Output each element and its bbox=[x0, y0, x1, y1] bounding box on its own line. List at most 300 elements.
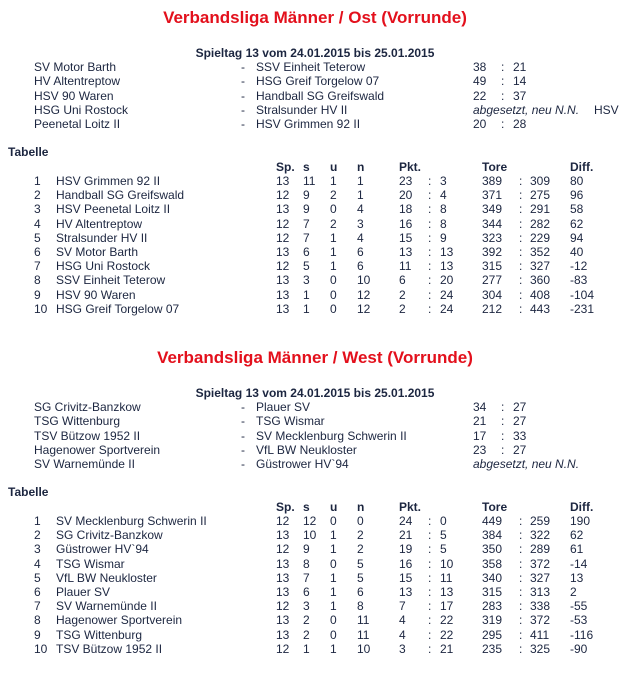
draws: 2 bbox=[330, 216, 337, 231]
goals-plus: 371 bbox=[482, 188, 503, 203]
losses: 10 bbox=[357, 273, 371, 288]
games-played: 12 bbox=[276, 542, 290, 557]
draws: 1 bbox=[330, 570, 337, 585]
draws: 1 bbox=[330, 230, 337, 245]
team-name: Güstrower HV`94 bbox=[56, 542, 149, 557]
team-name: TSV Bützow 1952 II bbox=[56, 641, 163, 656]
match-separator: - bbox=[241, 88, 245, 103]
goal-diff: 62 bbox=[570, 528, 584, 543]
points-colon: : bbox=[428, 528, 432, 543]
points-minus: 17 bbox=[440, 599, 454, 614]
home-team: SV Motor Barth bbox=[34, 60, 117, 74]
losses: 2 bbox=[357, 542, 364, 557]
team-name: SV Warnemünde II bbox=[56, 599, 157, 614]
losses: 10 bbox=[357, 641, 371, 656]
wins: 2 bbox=[303, 613, 310, 628]
score-home: 22 bbox=[473, 88, 487, 103]
rank: 1 bbox=[34, 174, 41, 188]
score-away: 27 bbox=[513, 442, 527, 457]
away-team: Güstrower HV`94 bbox=[256, 457, 349, 472]
points-plus: 3 bbox=[399, 641, 406, 656]
wins: 3 bbox=[303, 273, 310, 288]
match-note: abgesetzt, neu N.N. bbox=[473, 457, 580, 472]
points-minus: 24 bbox=[440, 287, 454, 302]
wins: 9 bbox=[303, 202, 310, 217]
rank: 7 bbox=[34, 259, 41, 274]
points-plus: 20 bbox=[399, 188, 413, 203]
away-team: VfL BW Neukloster bbox=[256, 442, 357, 457]
away-team: Stralsunder HV II bbox=[256, 102, 348, 117]
match-note-extra: HSV bbox=[594, 102, 619, 117]
team-name: SV Motor Barth bbox=[56, 245, 139, 259]
goals-colon: : bbox=[519, 599, 523, 614]
draws: 1 bbox=[330, 599, 337, 614]
match-separator: - bbox=[241, 414, 245, 429]
away-team: TSG Wismar bbox=[256, 414, 325, 429]
goal-diff: 80 bbox=[570, 174, 584, 188]
goals-minus: 327 bbox=[530, 570, 551, 585]
points-minus: 13 bbox=[440, 585, 454, 599]
losses: 11 bbox=[357, 627, 370, 642]
rank: 3 bbox=[34, 542, 41, 557]
home-team: HV Altentreptow bbox=[34, 74, 121, 89]
team-name: VfL BW Neukloster bbox=[56, 570, 157, 585]
wins: 5 bbox=[303, 259, 310, 274]
wins: 3 bbox=[303, 599, 310, 614]
score-colon: : bbox=[501, 60, 505, 74]
goals-plus: 283 bbox=[482, 599, 503, 614]
draws: 0 bbox=[330, 627, 337, 642]
losses: 4 bbox=[357, 202, 364, 217]
wins: 7 bbox=[303, 230, 310, 245]
rank: 2 bbox=[34, 188, 41, 203]
losses: 2 bbox=[357, 528, 364, 543]
goal-diff: -14 bbox=[570, 556, 588, 571]
team-name: HSV Peenetal Loitz II bbox=[56, 202, 171, 217]
score-home: 49 bbox=[473, 74, 487, 89]
goals-minus: 325 bbox=[530, 641, 551, 656]
points-colon: : bbox=[428, 188, 432, 203]
goals-plus: 235 bbox=[482, 641, 503, 656]
score-away: 33 bbox=[513, 428, 527, 443]
losses: 0 bbox=[357, 514, 364, 528]
goals-plus: 315 bbox=[482, 259, 503, 274]
goals-colon: : bbox=[519, 570, 523, 585]
points-plus: 18 bbox=[399, 202, 413, 217]
away-team: SV Mecklenburg Schwerin II bbox=[256, 428, 407, 443]
points-minus: 8 bbox=[440, 216, 447, 231]
away-team: HSV Grimmen 92 II bbox=[256, 117, 361, 132]
points-colon: : bbox=[428, 174, 432, 188]
header-diff: Diff. bbox=[570, 500, 594, 514]
goals-plus: 349 bbox=[482, 202, 503, 217]
goals-minus: 313 bbox=[530, 585, 551, 599]
rank: 5 bbox=[34, 230, 41, 245]
home-team: SV Warnemünde II bbox=[34, 457, 135, 472]
points-minus: 0 bbox=[440, 514, 447, 528]
points-minus: 11 bbox=[440, 570, 453, 585]
goal-diff: -116 bbox=[570, 627, 594, 642]
losses: 12 bbox=[357, 287, 371, 302]
wins: 7 bbox=[303, 216, 310, 231]
goals-colon: : bbox=[519, 556, 523, 571]
games-played: 13 bbox=[276, 301, 290, 316]
games-played: 13 bbox=[276, 585, 290, 599]
goal-diff: -12 bbox=[570, 259, 588, 274]
games-played: 13 bbox=[276, 245, 290, 259]
points-plus: 2 bbox=[399, 287, 406, 302]
wins: 11 bbox=[303, 174, 316, 188]
points-colon: : bbox=[428, 599, 432, 614]
points-minus: 5 bbox=[440, 542, 447, 557]
goals-minus: 372 bbox=[530, 613, 551, 628]
goals-plus: 340 bbox=[482, 570, 503, 585]
games-played: 12 bbox=[276, 216, 290, 231]
points-minus: 24 bbox=[440, 301, 454, 316]
home-team: Peenetal Loitz II bbox=[34, 117, 121, 132]
away-team: HSG Greif Torgelow 07 bbox=[256, 74, 380, 89]
header-pkt: Pkt. bbox=[399, 500, 422, 514]
header-s: s bbox=[303, 500, 310, 514]
team-name: Hagenower Sportverein bbox=[56, 613, 183, 628]
spieltag-heading: Spieltag 13 vom 24.01.2015 bis 25.01.2015 bbox=[195, 46, 435, 60]
points-minus: 10 bbox=[440, 556, 454, 571]
team-name: HSV Grimmen 92 II bbox=[56, 174, 161, 188]
draws: 1 bbox=[330, 542, 337, 557]
points-plus: 6 bbox=[399, 273, 406, 288]
rank: 4 bbox=[34, 556, 41, 571]
games-played: 12 bbox=[276, 230, 290, 245]
points-plus: 13 bbox=[399, 245, 413, 259]
games-played: 12 bbox=[276, 188, 290, 203]
goals-minus: 309 bbox=[530, 174, 551, 188]
points-colon: : bbox=[428, 570, 432, 585]
match-separator: - bbox=[241, 117, 245, 132]
goals-minus: 322 bbox=[530, 528, 551, 543]
rank: 8 bbox=[34, 273, 41, 288]
team-name: Plauer SV bbox=[56, 585, 111, 599]
goals-colon: : bbox=[519, 613, 523, 628]
draws: 1 bbox=[330, 174, 337, 188]
goals-minus: 352 bbox=[530, 245, 551, 259]
points-plus: 16 bbox=[399, 216, 413, 231]
points-plus: 13 bbox=[399, 585, 413, 599]
team-name: SG Crivitz-Banzkow bbox=[56, 528, 163, 543]
points-colon: : bbox=[428, 514, 432, 528]
goals-plus: 358 bbox=[482, 556, 503, 571]
away-team: SSV Einheit Teterow bbox=[256, 60, 366, 74]
goals-plus: 315 bbox=[482, 585, 503, 599]
rank: 10 bbox=[34, 641, 48, 656]
draws: 0 bbox=[330, 273, 337, 288]
goals-minus: 275 bbox=[530, 188, 551, 203]
points-minus: 13 bbox=[440, 245, 454, 259]
score-colon: : bbox=[501, 414, 505, 429]
losses: 6 bbox=[357, 245, 364, 259]
header-u: u bbox=[330, 160, 338, 174]
draws: 2 bbox=[330, 188, 337, 203]
goal-diff: 190 bbox=[570, 514, 591, 528]
goal-diff: 94 bbox=[570, 230, 584, 245]
points-colon: : bbox=[428, 273, 432, 288]
goals-colon: : bbox=[519, 585, 523, 599]
score-home: 20 bbox=[473, 117, 487, 132]
score-home: 23 bbox=[473, 442, 487, 457]
score-home: 34 bbox=[473, 400, 487, 414]
draws: 0 bbox=[330, 613, 337, 628]
goals-minus: 282 bbox=[530, 216, 551, 231]
games-played: 12 bbox=[276, 641, 290, 656]
team-name: HSG Greif Torgelow 07 bbox=[56, 301, 180, 316]
wins: 1 bbox=[303, 287, 310, 302]
games-played: 13 bbox=[276, 174, 290, 188]
draws: 0 bbox=[330, 514, 337, 528]
goals-colon: : bbox=[519, 259, 523, 274]
draws: 1 bbox=[330, 641, 337, 656]
points-plus: 24 bbox=[399, 514, 413, 528]
home-team: SG Crivitz-Banzkow bbox=[34, 400, 141, 414]
rank: 9 bbox=[34, 627, 41, 642]
header-sp: Sp. bbox=[276, 500, 295, 514]
rank: 6 bbox=[34, 585, 41, 599]
points-minus: 21 bbox=[440, 641, 454, 656]
draws: 0 bbox=[330, 202, 337, 217]
rank: 3 bbox=[34, 202, 41, 217]
rank: 9 bbox=[34, 287, 41, 302]
draws: 0 bbox=[330, 287, 337, 302]
draws: 0 bbox=[330, 301, 337, 316]
goals-minus: 360 bbox=[530, 273, 551, 288]
points-colon: : bbox=[428, 585, 432, 599]
goals-plus: 350 bbox=[482, 542, 503, 557]
team-name: HSV 90 Waren bbox=[56, 287, 136, 302]
score-colon: : bbox=[501, 428, 505, 443]
games-played: 13 bbox=[276, 627, 290, 642]
draws: 1 bbox=[330, 259, 337, 274]
team-name: SSV Einheit Teterow bbox=[56, 273, 166, 288]
draws: 1 bbox=[330, 528, 337, 543]
games-played: 12 bbox=[276, 599, 290, 614]
goals-colon: : bbox=[519, 273, 523, 288]
points-plus: 4 bbox=[399, 613, 406, 628]
goals-colon: : bbox=[519, 528, 523, 543]
points-minus: 8 bbox=[440, 202, 447, 217]
goals-colon: : bbox=[519, 287, 523, 302]
goals-colon: : bbox=[519, 216, 523, 231]
losses: 1 bbox=[357, 174, 364, 188]
goal-diff: -53 bbox=[570, 613, 588, 628]
points-minus: 5 bbox=[440, 528, 447, 543]
goals-colon: : bbox=[519, 230, 523, 245]
wins: 9 bbox=[303, 188, 310, 203]
home-team: HSV 90 Waren bbox=[34, 88, 114, 103]
points-minus: 4 bbox=[440, 188, 447, 203]
games-played: 13 bbox=[276, 556, 290, 571]
games-played: 13 bbox=[276, 287, 290, 302]
score-away: 27 bbox=[513, 400, 527, 414]
wins: 7 bbox=[303, 570, 310, 585]
points-plus: 15 bbox=[399, 230, 413, 245]
wins: 6 bbox=[303, 245, 310, 259]
wins: 10 bbox=[303, 528, 317, 543]
away-team: Handball SG Greifswald bbox=[256, 88, 385, 103]
goal-diff: 13 bbox=[570, 570, 584, 585]
goals-plus: 295 bbox=[482, 627, 503, 642]
match-separator: - bbox=[241, 428, 245, 443]
goals-colon: : bbox=[519, 188, 523, 203]
rank: 10 bbox=[34, 301, 48, 316]
goals-minus: 289 bbox=[530, 542, 551, 557]
header-tore: Tore bbox=[482, 160, 508, 174]
team-name: HV Altentreptow bbox=[56, 216, 143, 231]
points-colon: : bbox=[428, 556, 432, 571]
draws: 0 bbox=[330, 556, 337, 571]
points-minus: 20 bbox=[440, 273, 454, 288]
games-played: 13 bbox=[276, 528, 290, 543]
goals-plus: 389 bbox=[482, 174, 503, 188]
points-minus: 22 bbox=[440, 613, 454, 628]
section-title: Verbandsliga Männer / Ost (Vorrunde) bbox=[163, 8, 467, 27]
games-played: 13 bbox=[276, 613, 290, 628]
points-colon: : bbox=[428, 613, 432, 628]
goals-minus: 443 bbox=[530, 301, 551, 316]
goals-plus: 304 bbox=[482, 287, 503, 302]
goals-minus: 408 bbox=[530, 287, 551, 302]
section-title: Verbandsliga Männer / West (Vorrunde) bbox=[157, 348, 473, 367]
table-label: Tabelle bbox=[8, 145, 49, 159]
points-minus: 13 bbox=[440, 259, 454, 274]
goal-diff: 61 bbox=[570, 542, 584, 557]
points-plus: 15 bbox=[399, 570, 413, 585]
wins: 9 bbox=[303, 542, 310, 557]
points-colon: : bbox=[428, 216, 432, 231]
match-separator: - bbox=[241, 102, 245, 117]
goals-minus: 229 bbox=[530, 230, 551, 245]
goal-diff: 58 bbox=[570, 202, 584, 217]
points-colon: : bbox=[428, 542, 432, 557]
points-minus: 3 bbox=[440, 174, 447, 188]
points-plus: 11 bbox=[399, 259, 412, 274]
wins: 2 bbox=[303, 627, 310, 642]
goals-colon: : bbox=[519, 245, 523, 259]
match-separator: - bbox=[241, 60, 245, 74]
losses: 11 bbox=[357, 613, 370, 628]
points-colon: : bbox=[428, 301, 432, 316]
score-home: 21 bbox=[473, 414, 487, 429]
match-note: abgesetzt, neu N.N. bbox=[473, 102, 580, 117]
goal-diff: -55 bbox=[570, 599, 588, 614]
losses: 6 bbox=[357, 259, 364, 274]
match-separator: - bbox=[241, 74, 245, 89]
home-team: Hagenower Sportverein bbox=[34, 442, 161, 457]
goals-minus: 259 bbox=[530, 514, 551, 528]
header-tore: Tore bbox=[482, 500, 508, 514]
goals-plus: 384 bbox=[482, 528, 503, 543]
away-team: Plauer SV bbox=[256, 400, 311, 414]
games-played: 13 bbox=[276, 570, 290, 585]
goals-plus: 277 bbox=[482, 273, 503, 288]
goals-minus: 411 bbox=[530, 627, 550, 642]
goal-diff: 40 bbox=[570, 245, 584, 259]
points-minus: 9 bbox=[440, 230, 447, 245]
rank: 4 bbox=[34, 216, 41, 231]
score-away: 27 bbox=[513, 414, 527, 429]
home-team: TSG Wittenburg bbox=[34, 414, 121, 429]
rank: 1 bbox=[34, 514, 41, 528]
goals-plus: 323 bbox=[482, 230, 503, 245]
spieltag-heading: Spieltag 13 vom 24.01.2015 bis 25.01.2015 bbox=[195, 386, 435, 400]
wins: 8 bbox=[303, 556, 310, 571]
wins: 1 bbox=[303, 641, 310, 656]
team-name: Stralsunder HV II bbox=[56, 230, 148, 245]
points-plus: 4 bbox=[399, 627, 406, 642]
goals-colon: : bbox=[519, 641, 523, 656]
points-plus: 19 bbox=[399, 542, 413, 557]
match-separator: - bbox=[241, 400, 245, 414]
points-plus: 7 bbox=[399, 599, 406, 614]
wins: 12 bbox=[303, 514, 317, 528]
games-played: 12 bbox=[276, 514, 290, 528]
wins: 1 bbox=[303, 301, 310, 316]
goal-diff: 2 bbox=[570, 585, 577, 599]
goal-diff: -104 bbox=[570, 287, 595, 302]
table-label: Tabelle bbox=[8, 485, 49, 499]
points-colon: : bbox=[428, 230, 432, 245]
losses: 6 bbox=[357, 585, 364, 599]
goals-plus: 392 bbox=[482, 245, 503, 259]
rank: 7 bbox=[34, 599, 41, 614]
score-colon: : bbox=[501, 74, 505, 89]
losses: 4 bbox=[357, 230, 364, 245]
rank: 2 bbox=[34, 528, 41, 543]
points-colon: : bbox=[428, 627, 432, 642]
header-n: n bbox=[357, 500, 365, 514]
score-colon: : bbox=[501, 117, 505, 132]
points-plus: 23 bbox=[399, 174, 413, 188]
match-separator: - bbox=[241, 457, 245, 472]
score-away: 21 bbox=[513, 60, 527, 74]
goals-colon: : bbox=[519, 627, 523, 642]
team-name: SV Mecklenburg Schwerin II bbox=[56, 514, 207, 528]
rank: 6 bbox=[34, 245, 41, 259]
points-colon: : bbox=[428, 259, 432, 274]
header-diff: Diff. bbox=[570, 160, 594, 174]
home-team: TSV Bützow 1952 II bbox=[34, 428, 141, 443]
rank: 5 bbox=[34, 570, 41, 585]
losses: 1 bbox=[357, 188, 364, 203]
score-home: 38 bbox=[473, 60, 487, 74]
team-name: TSG Wismar bbox=[56, 556, 125, 571]
wins: 6 bbox=[303, 585, 310, 599]
losses: 5 bbox=[357, 570, 364, 585]
goals-plus: 449 bbox=[482, 514, 503, 528]
rank: 8 bbox=[34, 613, 41, 628]
goals-minus: 372 bbox=[530, 556, 551, 571]
goal-diff: -90 bbox=[570, 641, 588, 656]
score-colon: : bbox=[501, 442, 505, 457]
goals-minus: 291 bbox=[530, 202, 551, 217]
header-sp: Sp. bbox=[276, 160, 295, 174]
goals-plus: 212 bbox=[482, 301, 503, 316]
header-n: n bbox=[357, 160, 365, 174]
points-minus: 22 bbox=[440, 627, 454, 642]
draws: 1 bbox=[330, 585, 337, 599]
score-away: 37 bbox=[513, 88, 527, 103]
goals-colon: : bbox=[519, 202, 523, 217]
team-name: HSG Uni Rostock bbox=[56, 259, 151, 274]
score-colon: : bbox=[501, 88, 505, 103]
points-plus: 16 bbox=[399, 556, 413, 571]
